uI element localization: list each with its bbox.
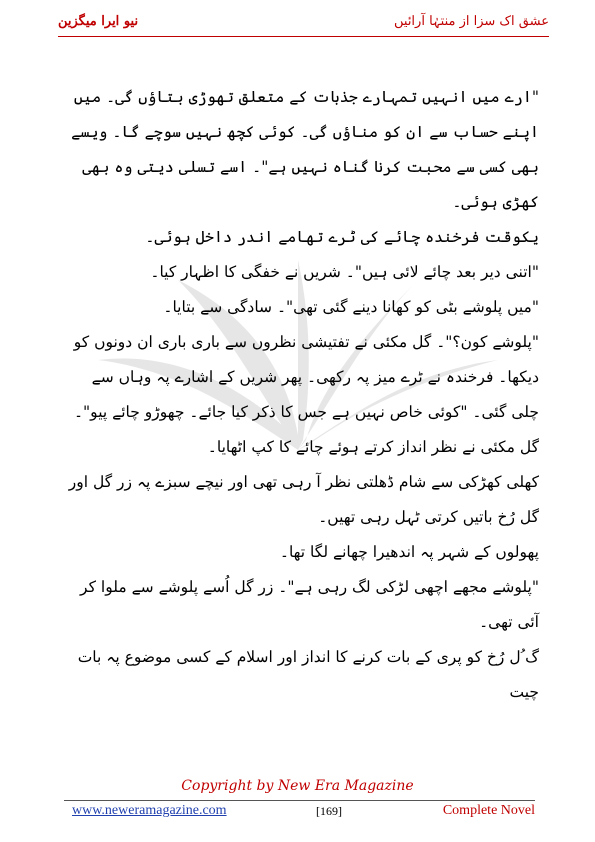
paragraph: "پلوشے کون؟"۔ گل مکئی نے تفتیشی نظروں سے باری باری ان دونوں کو دیکھا۔ فرخندہ نے ٹرے میز پہ رکھی۔ پھر شریں کے اشارے پہ وہاں سے چلی گئی۔ "کوئی خاص نہیں ہے جس کا ذکر کیا جائے۔ چھوڑو چائے پیو"۔ گل مکئی نے نظر انداز کرتے ہوئے چائے کا کپ اٹھایا۔ — [73, 333, 539, 456]
novel-title: عشق اک سزا از منتہٰا آرائیں — [394, 14, 549, 29]
paragraph: گ ُل رُخ کو پری کے بات کرنے کا انداز اور اسلام کے کسی موضوع پہ بات چیت — [77, 648, 539, 701]
paragraph: "میں پلوشے بٹی کو کھانا دینے گئی تھی"۔ سادگی سے بتایا۔ — [163, 298, 539, 316]
paragraph: کھلی کھڑکی سے شام ڈھلتی نظر آ رہی تھی اور نیچے سبزے پہ زر گل اور گل رُخ باتیں کرتی ٹہل رہی تھیں۔ — [68, 473, 539, 526]
paragraph: "اتنی دیر بعد چائے لائی ہیں"۔ شریں نے خفگی کا اظہار کیا۔ — [150, 263, 539, 281]
footer-label: Complete Novel — [442, 803, 535, 818]
page-footer — [64, 800, 535, 823]
paragraph: "پلوشے مجھے اچھی لڑکی لگ رہی ہے"۔ زر گل اُسے پلوشے سے ملوا کر آئی تھی۔ — [80, 578, 539, 631]
paragraph: یکوقت فرخندہ چائے کی ٹرے تھامے اندر داخل ہوئی۔ — [145, 228, 539, 246]
website-link[interactable]: www.neweramagazine.com — [72, 803, 227, 818]
novel-body — [60, 80, 539, 710]
paragraph: "ارے میں انہیں تمہارے جذبات کے متعلق تھوڑی بتاؤں گی۔ میں اپنے حساب سے ان کو مناؤں گی۔ کوئی کچھ نہیں سوچے گا۔ ویسے بھی کسی سے محبت کرنا گناہ نہیں ہے"۔ اسے تسلی دیتی وہ بھی کھڑی ہوئی۔ — [71, 88, 539, 211]
page-number: [169] — [316, 804, 342, 818]
copyright-notice: Copyright by New Era Magazine — [181, 778, 414, 794]
magazine-name: نیو ایرا میگزین — [58, 14, 139, 29]
paragraph: پھولوں کے شہر پہ اندھیرا چھانے لگا تھا۔ — [279, 543, 539, 561]
page-header — [58, 14, 549, 37]
